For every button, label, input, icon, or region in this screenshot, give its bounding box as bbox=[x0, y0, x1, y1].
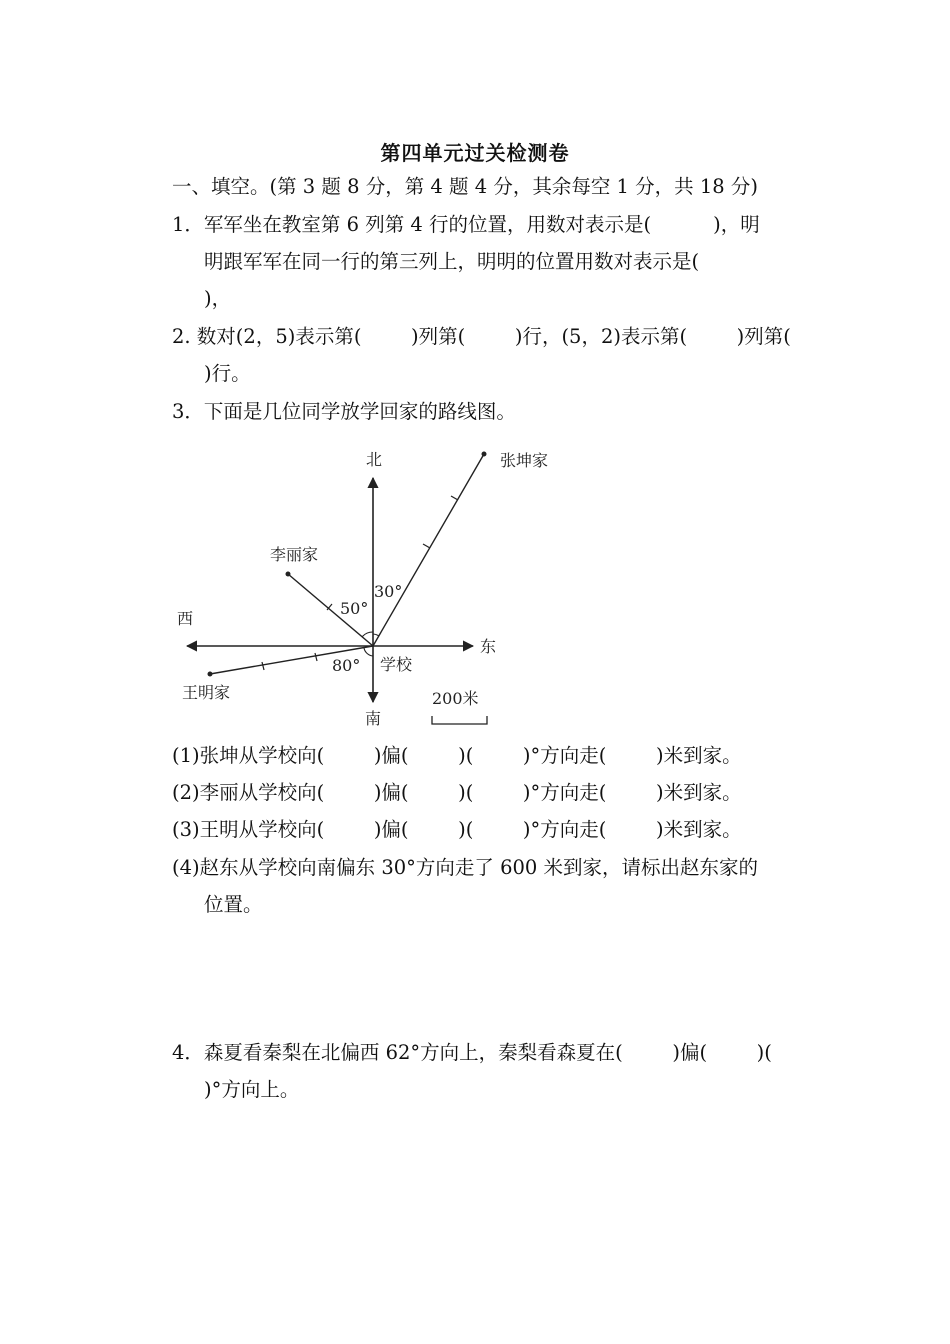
question-3-sub-3: (3)王明从学校向( )偏( )( )°方向走( )米到家。 bbox=[172, 818, 742, 841]
angle-80-label: 80° bbox=[332, 656, 361, 675]
question-1-line-2: 明跟军军在同一行的第三列上，明明的位置用数对表示是( bbox=[204, 250, 700, 273]
route-zhangkun bbox=[373, 454, 484, 646]
scale-bar bbox=[432, 716, 487, 724]
angle-50-label: 50° bbox=[340, 599, 369, 618]
route-tick bbox=[451, 496, 458, 500]
question-4-line-2: )°方向上。 bbox=[204, 1078, 300, 1101]
wangming-home-label: 王明家 bbox=[182, 683, 231, 702]
wangming-home-point bbox=[208, 672, 213, 677]
scale-label: 200米 bbox=[432, 689, 479, 708]
lili-home-label: 李丽家 bbox=[270, 545, 319, 564]
route-tick bbox=[423, 544, 430, 548]
south-label: 南 bbox=[365, 709, 382, 728]
question-4-line-1: 4．森夏看秦梨在北偏西 62°方向上，秦梨看森夏在( )偏( )( bbox=[172, 1041, 772, 1064]
question-3-intro: 3．下面是几位同学放学回家的路线图。 bbox=[172, 400, 516, 423]
lili-home-point bbox=[286, 572, 291, 577]
zhangkun-home-point bbox=[482, 452, 487, 457]
page-title: 第四单元过关检测卷 bbox=[380, 141, 570, 165]
angle-arc-30 bbox=[373, 634, 379, 636]
route-diagram bbox=[160, 440, 549, 740]
question-1-line-3: )， bbox=[204, 287, 232, 310]
question-3-sub-4-line-2: 位置。 bbox=[204, 893, 263, 916]
route-tick bbox=[262, 662, 264, 670]
angle-arc-80 bbox=[364, 648, 373, 656]
school-label: 学校 bbox=[380, 655, 413, 674]
east-label: 东 bbox=[480, 637, 497, 656]
north-label: 北 bbox=[366, 450, 383, 469]
question-3-sub-1: (1)张坤从学校向( )偏( )( )°方向走( )米到家。 bbox=[172, 744, 742, 767]
question-2-line-2: )行。 bbox=[204, 362, 251, 385]
question-3-sub-2: (2)李丽从学校向( )偏( )( )°方向走( )米到家。 bbox=[172, 781, 742, 804]
question-3-sub-4-line-1: (4)赵东从学校向南偏东 30°方向走了 600 米到家，请标出赵东家的 bbox=[172, 856, 759, 879]
zhangkun-home-label: 张坤家 bbox=[500, 451, 549, 470]
question-2-line-1: 2. 数对(2，5)表示第( )列第( )行，(5，2)表示第( )列第( bbox=[172, 325, 791, 348]
section-heading: 一、填空。(第 3 题 8 分，第 4 题 4 分，其余每空 1 分，共 18 分) bbox=[172, 175, 758, 198]
route-tick bbox=[315, 653, 317, 661]
angle-arc-50 bbox=[362, 632, 373, 637]
angle-30-label: 30° bbox=[374, 582, 403, 601]
west-label: 西 bbox=[177, 609, 194, 628]
question-1-line-1: 1．军军坐在教室第 6 列第 4 行的位置，用数对表示是( )，明 bbox=[172, 213, 760, 236]
